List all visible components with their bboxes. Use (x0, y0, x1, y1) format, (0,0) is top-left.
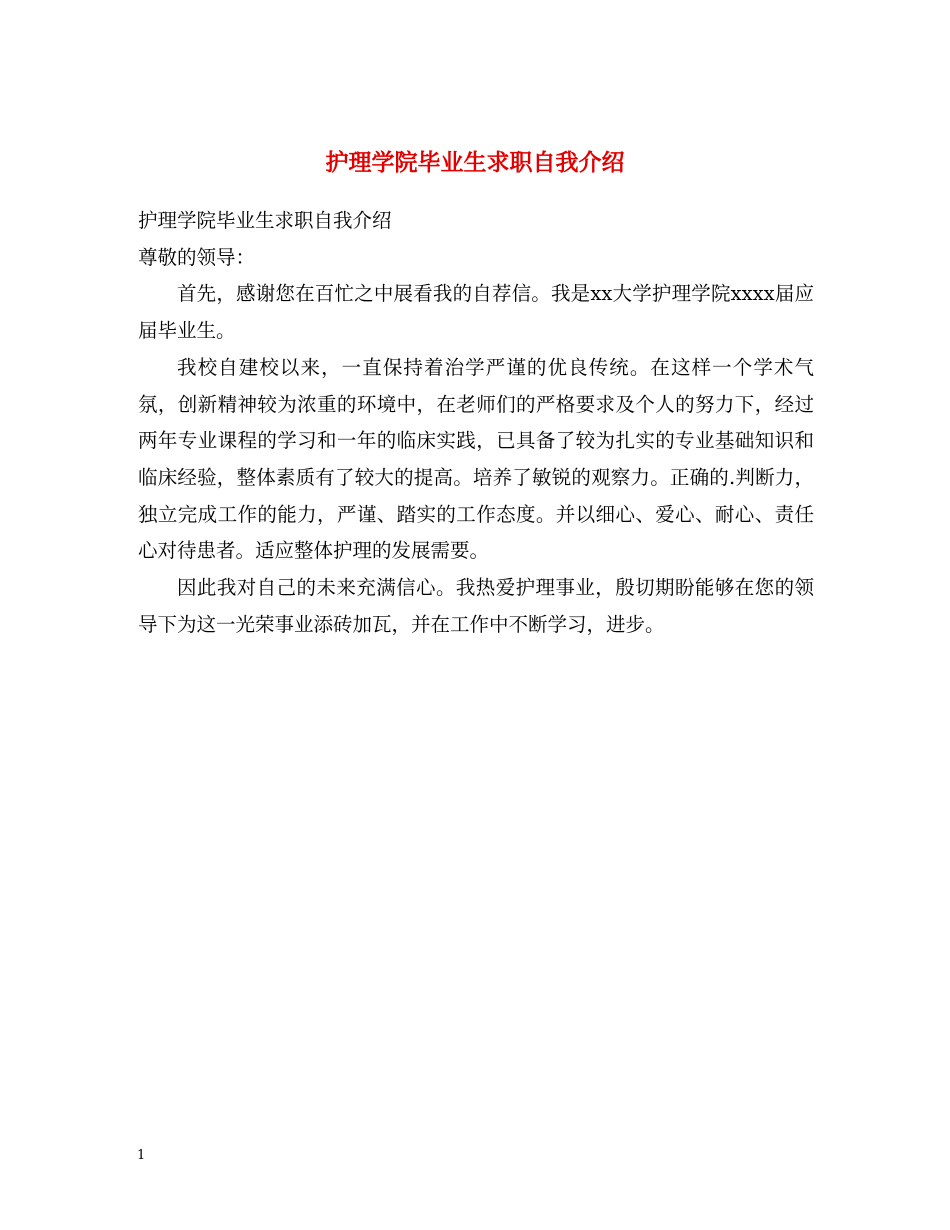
document-subtitle: 护理学院毕业生求职自我介绍 (138, 209, 392, 232)
paragraph-closing: 因此我对自己的未来充满信心。我热爱护理事业，殷切期盼能够在您的领导下为这一光荣事业添砖加瓦，并在工作中不断学习，进步。 (138, 576, 814, 636)
salutation: 尊敬的领导： (138, 245, 256, 269)
paragraph-intro: 首先，感谢您在百忙之中展看我的自荐信。我是xx大学护理学院xxxx届应届毕业生。 (138, 282, 814, 343)
page-number: 1 (137, 1148, 146, 1163)
document-body (138, 203, 814, 643)
paragraph-qualifications: 我校自建校以来，一直保持着治学严谨的优良传统。在这样一个学术气氛，创新精神较为浓重的环境中，在老师们的严格要求及个人的努力下，经过两年专业课程的学习和一年的临床实践，已具备了较为扎实的专业基础知识和临床经验，整体素质有了较大的提高。培养了敏锐的观察力。正确的.判断力，独立完成工作的能力，严谨、踏实的工作态度。并以细心、爱心、耐心、责任心对待患者。适应整体护理的发展需要。 (138, 355, 814, 563)
document-title: 护理学院毕业生求职自我介绍 (325, 149, 625, 177)
